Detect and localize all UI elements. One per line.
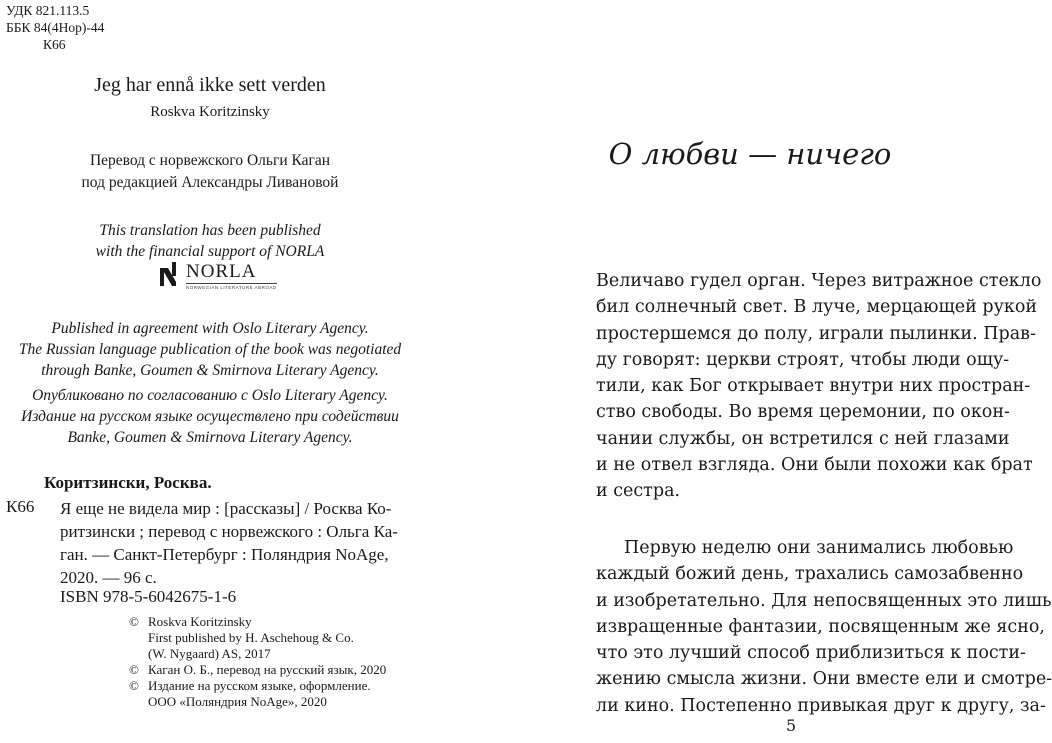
page-number: 5 xyxy=(786,716,797,735)
copyright-line: © Roskva Koritzinsky xyxy=(129,614,252,629)
udc-code: УДК 821.113.5 xyxy=(6,3,90,18)
copyright-symbol: © xyxy=(129,678,139,693)
copyright-line: (W. Nygaard) AS, 2017 xyxy=(129,646,386,662)
author-mark: К66 xyxy=(43,37,66,52)
agency-line: through Banke, Goumen & Smirnova Literary Agency. xyxy=(41,362,379,379)
text-line: извращенные фантазии, посвященным же ясно, xyxy=(596,616,1045,637)
text-line: жению смысла жизни. Они вместе ели и смотре- xyxy=(596,669,1052,690)
text-line: чании службы, он встретился с ней глазами xyxy=(596,428,1010,449)
norla-wordmark: NORLA xyxy=(186,261,257,282)
catalog-line: Я еще не видела мир : [рассказы] / Росква Ко- xyxy=(60,499,392,518)
copyright-line: © Каган О. Б., перевод на русский язык, 2020 xyxy=(129,662,387,677)
agency-line: Опубликовано по согласованию с Oslo Literary Agency. xyxy=(32,387,388,404)
text-line: ли кино. Постепенно привыкая друг к другу, за- xyxy=(596,695,1046,716)
editor-line: под редакцией Александры Ливановой xyxy=(81,174,339,191)
translator-line: Перевод с норвежского Ольги Каган xyxy=(89,152,331,169)
catalog-author-heading: Коритзински, Росква. xyxy=(44,473,212,492)
text-line: и изобретательно. Для непосвященных это лишь xyxy=(596,590,1052,611)
copyright-symbol: © xyxy=(129,662,139,677)
story-paragraph xyxy=(596,268,1042,505)
story-page xyxy=(500,0,1052,743)
norla-support-note xyxy=(0,220,420,262)
text-line: ство свободы. Во время церемонии, по окон- xyxy=(596,402,1010,423)
norla-support-line: This translation has been published xyxy=(99,222,321,239)
norla-support-line: with the financial support of NORLA xyxy=(95,243,325,260)
norla-logo xyxy=(160,262,277,290)
catalog-line: 2020. — 96 с. xyxy=(60,568,157,587)
text-line: и сестра. xyxy=(596,481,681,502)
agency-line: The Russian language publication of the book was negotiated xyxy=(18,341,402,358)
original-author: Roskva Koritzinsky xyxy=(150,104,270,120)
copyright-symbol: © xyxy=(129,614,139,629)
text-line: Первую неделю они занимались любовью xyxy=(624,538,1014,558)
copyright-symbol xyxy=(129,694,148,710)
chapter-title: О любви — ничего xyxy=(608,137,892,171)
agency-line: Издание на русском языке осуществлено при содействии xyxy=(21,408,399,425)
catalog-line: ган. — Санкт-Петербург : Поляндрия NoAge, xyxy=(60,545,389,564)
text-line: что это лучший способ приблизиться к пости- xyxy=(596,643,1026,664)
norla-subtitle: NORWEGIAN LITERATURE ABROAD xyxy=(186,285,277,290)
translation-credit xyxy=(0,150,420,194)
agency-line: Published in agreement with Oslo Literary Agency. xyxy=(51,320,369,337)
agency-line: Banke, Goumen & Smirnova Literary Agency. xyxy=(67,429,353,446)
text-line: и не отвел взгляда. Они были похожи как брат xyxy=(596,455,1033,476)
agency-note-english xyxy=(0,318,420,381)
copyright-line: ООО «Поляндрия NoAge», 2020 xyxy=(129,694,386,710)
copyright-line: First published by H. Aschehoug & Co. xyxy=(129,630,386,646)
text-line: ду говорят: церкви строят, чтобы люди ощу- xyxy=(596,349,1010,370)
catalog-description xyxy=(60,497,398,589)
catalog-line: ритзински ; перевод с норвежского : Ольга Ка- xyxy=(60,522,398,541)
imprint-page xyxy=(0,0,430,743)
original-title: Jeg har ennå ikke sett verden xyxy=(94,74,326,96)
text-line: бил солнечный свет. В луче, мерцающей рукой xyxy=(596,297,1038,318)
catalog-code: К66 xyxy=(6,497,35,516)
text-line: Величаво гудел орган. Через витражное стекло xyxy=(596,271,1042,291)
isbn: ISBN 978-5-6042675-1-6 xyxy=(60,587,237,606)
copyright-symbol xyxy=(129,630,148,646)
text-line: простершемся до полу, играли пылинки. Прав- xyxy=(596,323,1036,344)
text-line: каждый божий день, трахались самозабвенно xyxy=(596,564,1024,585)
norla-mark-icon xyxy=(160,262,180,286)
copyright-symbol xyxy=(129,646,148,662)
text-line: тили, как Бог открывает внутри них простран- xyxy=(596,376,1031,397)
bbk-code: ББК 84(4Нор)-44 xyxy=(6,20,105,35)
copyright-block xyxy=(129,614,386,710)
story-paragraph xyxy=(596,535,1052,719)
copyright-line: © Издание на русском языке, оформление. xyxy=(129,678,371,693)
agency-note-russian xyxy=(0,385,420,448)
